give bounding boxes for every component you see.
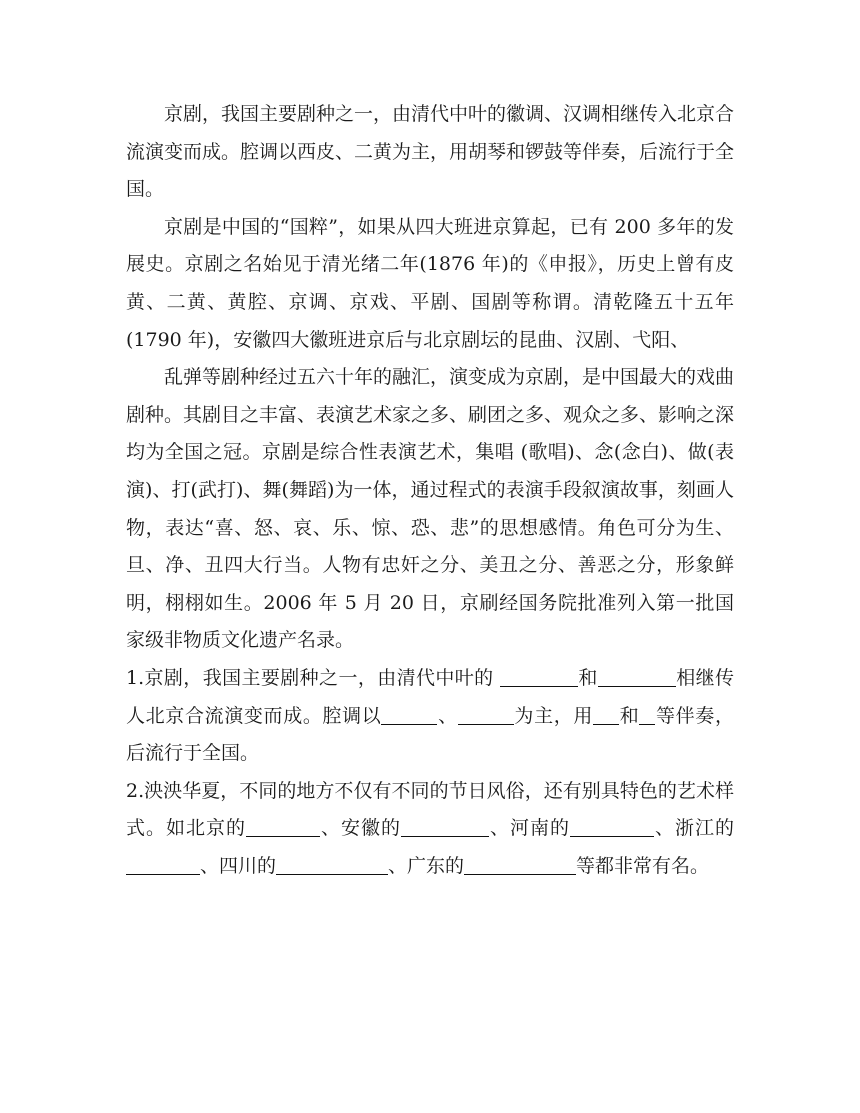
question-1: [126, 660, 734, 773]
answer-blank[interactable]: [500, 667, 578, 687]
answer-blank[interactable]: [593, 705, 619, 725]
answer-blank[interactable]: [639, 705, 655, 725]
answer-blank[interactable]: [598, 667, 676, 687]
question-1-text-d: 、: [437, 704, 458, 727]
question-2-text-f: 、广东的: [388, 854, 465, 877]
question-2-text-a: 2.泱泱华夏，不同的地方不仅有不同的节日风俗，还有别具特色的艺术样式。如北京的: [126, 779, 734, 840]
question-1-text-e: 为主，用: [513, 704, 594, 727]
answer-blank[interactable]: [401, 817, 489, 837]
question-2-text-d: 、浙江的: [653, 817, 734, 840]
question-1-text-f: 和: [619, 704, 640, 727]
question-1-text-c: 相继传人北京合流演变而成。腔调以: [126, 666, 734, 727]
question-2-text-e: 、四川的: [200, 854, 277, 877]
passage-paragraph-1: 京剧，我国主要剧种之一，由清代中叶的徽调、汉调相继传入北京合流演变而成。腔调以西皮、二黄为主，用胡琴和锣鼓等伴奏，后流行于全国。: [126, 103, 735, 201]
passage-paragraph-3: 乱弹等剧种经过五六十年的融汇，演变成为京剧，是中国最大的戏曲剧种。其剧目之丰富、表演艺术家之多、刷团之多、观众之多、影响之深均为全国之冠。京剧是综合性表演艺术，集唱 (歌唱)、念(念白)、做(表演)、打(武打)、舞(舞蹈)为一体，通过程式的表演手段叙演故事，刻画人物，表达“喜、怒、哀、乐、惊、恐、悲”的思想感情。角色可分为生、旦、净、丑四大行当。人物有忠奸之分、美丑之分、善恶之分，形象鲜明，栩栩如生。2006 年 5 月 20 日，京刷经国务院批准列入第一批国家级非物质文化遗产名录。: [126, 366, 735, 652]
answer-blank[interactable]: [126, 855, 200, 875]
answer-blank[interactable]: [246, 817, 320, 837]
question-2: [126, 773, 734, 886]
answer-blank[interactable]: [458, 705, 514, 725]
question-1-text-b: 和: [578, 666, 598, 689]
question-2-text-g: 等都非常有名。: [576, 854, 710, 877]
passage-paragraph-2: 京剧是中国的“国粹”，如果从四大班进京算起，已有 200 多年的发展史。京剧之名始见于清光绪二年(1876 年)的《申报》，历史上曾有皮黄、二黄、黄腔、京调、京戏、平剧、国剧等称谓。清乾隆五十五年(1790 年)，安徽四大徽班进京后与北京剧坛的昆曲、汉剧、弋阳、: [126, 215, 734, 351]
question-2-text-b: 、安徽的: [319, 817, 401, 840]
answer-blank[interactable]: [381, 705, 437, 725]
answer-blank[interactable]: [464, 855, 576, 875]
question-2-text-c: 、河南的: [488, 817, 570, 840]
answer-blank[interactable]: [276, 855, 388, 875]
question-1-text-g: 等伴奏，后流行于全国。: [126, 704, 734, 765]
answer-blank[interactable]: [570, 817, 654, 837]
question-1-text-a: 1.京剧，我国主要剧种之一，由清代中叶的: [126, 666, 501, 689]
